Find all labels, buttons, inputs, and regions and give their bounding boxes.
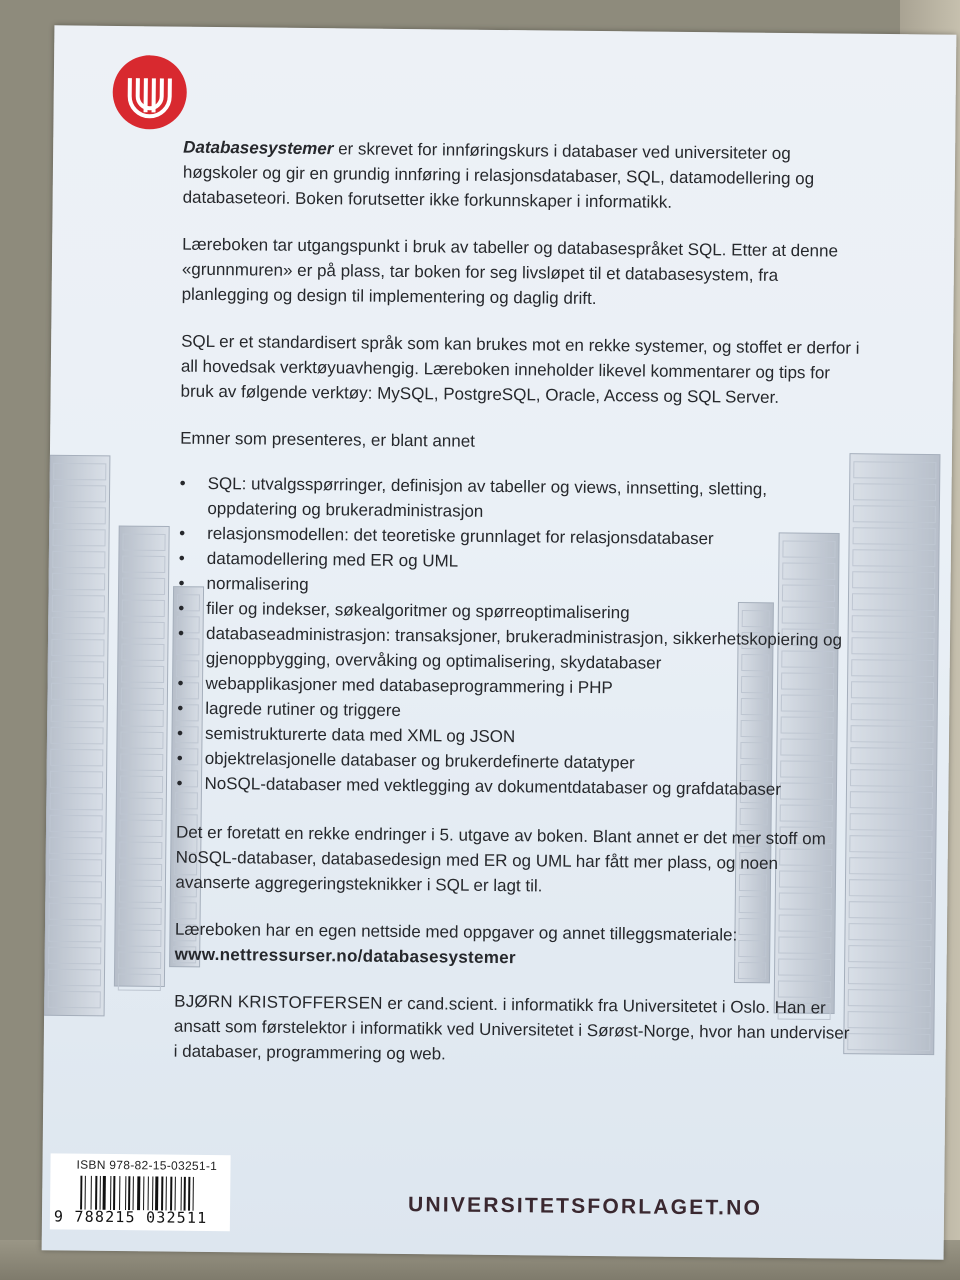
list-item: • webapplikasjoner med databaseprogrammering i PHP (177, 673, 613, 698)
paragraph-changes: Det er foretatt en rekke endringer i 5. utgave av boken. Blant annet er det mer stoff om NoSQL-databaser, databasedesign med ER og UML har fått mer plass, og noen avanserte aggregeringsteknikker i SQL er lagt til. (175, 822, 826, 896)
list-item: • lagrede rutiner og triggere (177, 698, 402, 720)
list-item: • semistrukturerte data med XML og JSON (176, 723, 516, 747)
paragraph-website (175, 917, 855, 974)
list-item: • relasjonsmodellen: det teoretiske grunnlaget for relasjonsdatabaser (179, 523, 714, 549)
list-item: • normalisering (178, 573, 309, 595)
author-bio: er cand.scient. i informatikk fra Universitetet i Oslo. Han er ansatt som førstelektor i informatikk ved Universitetet i Sørøst-Norge, hvor han underviser i databaser, programmering og web. (173, 993, 850, 1064)
topics-list (176, 471, 859, 803)
paragraph-tools: SQL er et standardisert språk som kan brukes mot en rekke systemer, og stoffet er derfor i all hovedsak verktøyuavhengig. Læreboken inneholder likevel kommentarer og tips for bruk av følgende verktøy: MySQL, PostgreSQL, Oracle, Access og SQL Server. (180, 331, 860, 407)
book-back-cover (42, 25, 957, 1259)
intro-text: er skrevet for innføringskurs i databaser ved universiteter og høgskoler og gir en grundig innføring i relasjonsdatabaser, SQL, datamodellering og databaseteori. Boken forutsetter ikke forkunnskaper i informatikk. (182, 139, 815, 212)
universitetsforlaget-logo-icon (111, 54, 188, 131)
list-item: • NoSQL-databaser med vektlegging av dokumentdatabaser og grafdatabaser (176, 773, 782, 799)
intro-paragraph (183, 135, 864, 217)
author-name: BJØRN KRISTOFFERSEN (174, 991, 383, 1013)
barcode-icon (80, 1176, 226, 1212)
topics-lead: Emner som presenteres, er blant annet (180, 428, 476, 451)
list-item: • filer og indekser, søkealgoritmer og spørreoptimalisering (178, 598, 630, 623)
website-url: www.nettressurser.no/databasesystemer (174, 944, 516, 968)
website-text: Læreboken har en egen nettside med oppgaver og annet tilleggsmateriale: (174, 919, 738, 945)
list-item: • objektrelasjonelle databaser og brukerdefinerte datatyper (176, 748, 635, 773)
publisher-website: UNIVERSITETSFORLAGET.NO (407, 1193, 763, 1220)
list-item: • databaseadministrasjon: transaksjoner, brukeradministrasjon, sikkerhetskopiering og gjenoppbygging, overvåking og optimalisering, skydatabaser (177, 623, 843, 673)
list-item: • datamodellering med ER og UML (178, 548, 459, 571)
barcode-digits: 9 788215 032511 (53, 1207, 208, 1227)
isbn-number: ISBN 978-82-15-03251-1 (76, 1157, 218, 1174)
book-title: Databasesystemer (183, 137, 334, 159)
list-item: • SQL: utvalgsspørringer, definisjon av tabeller og views, innsetting, sletting, oppdatering og brukeradministrasjon (179, 473, 768, 521)
paragraph-sql-foundation: Læreboken tar utgangspunkt i bruk av tabeller og databasespråket SQL. Etter at denne «grunnmuren» er på plass, tar boken for seg livsløpet til et databasesystem, fra planlegging og design til implementering og daglig drift. (181, 234, 839, 309)
back-cover-text (173, 135, 863, 1093)
author-paragraph (174, 989, 855, 1071)
isbn-barcode-label (50, 1153, 231, 1231)
